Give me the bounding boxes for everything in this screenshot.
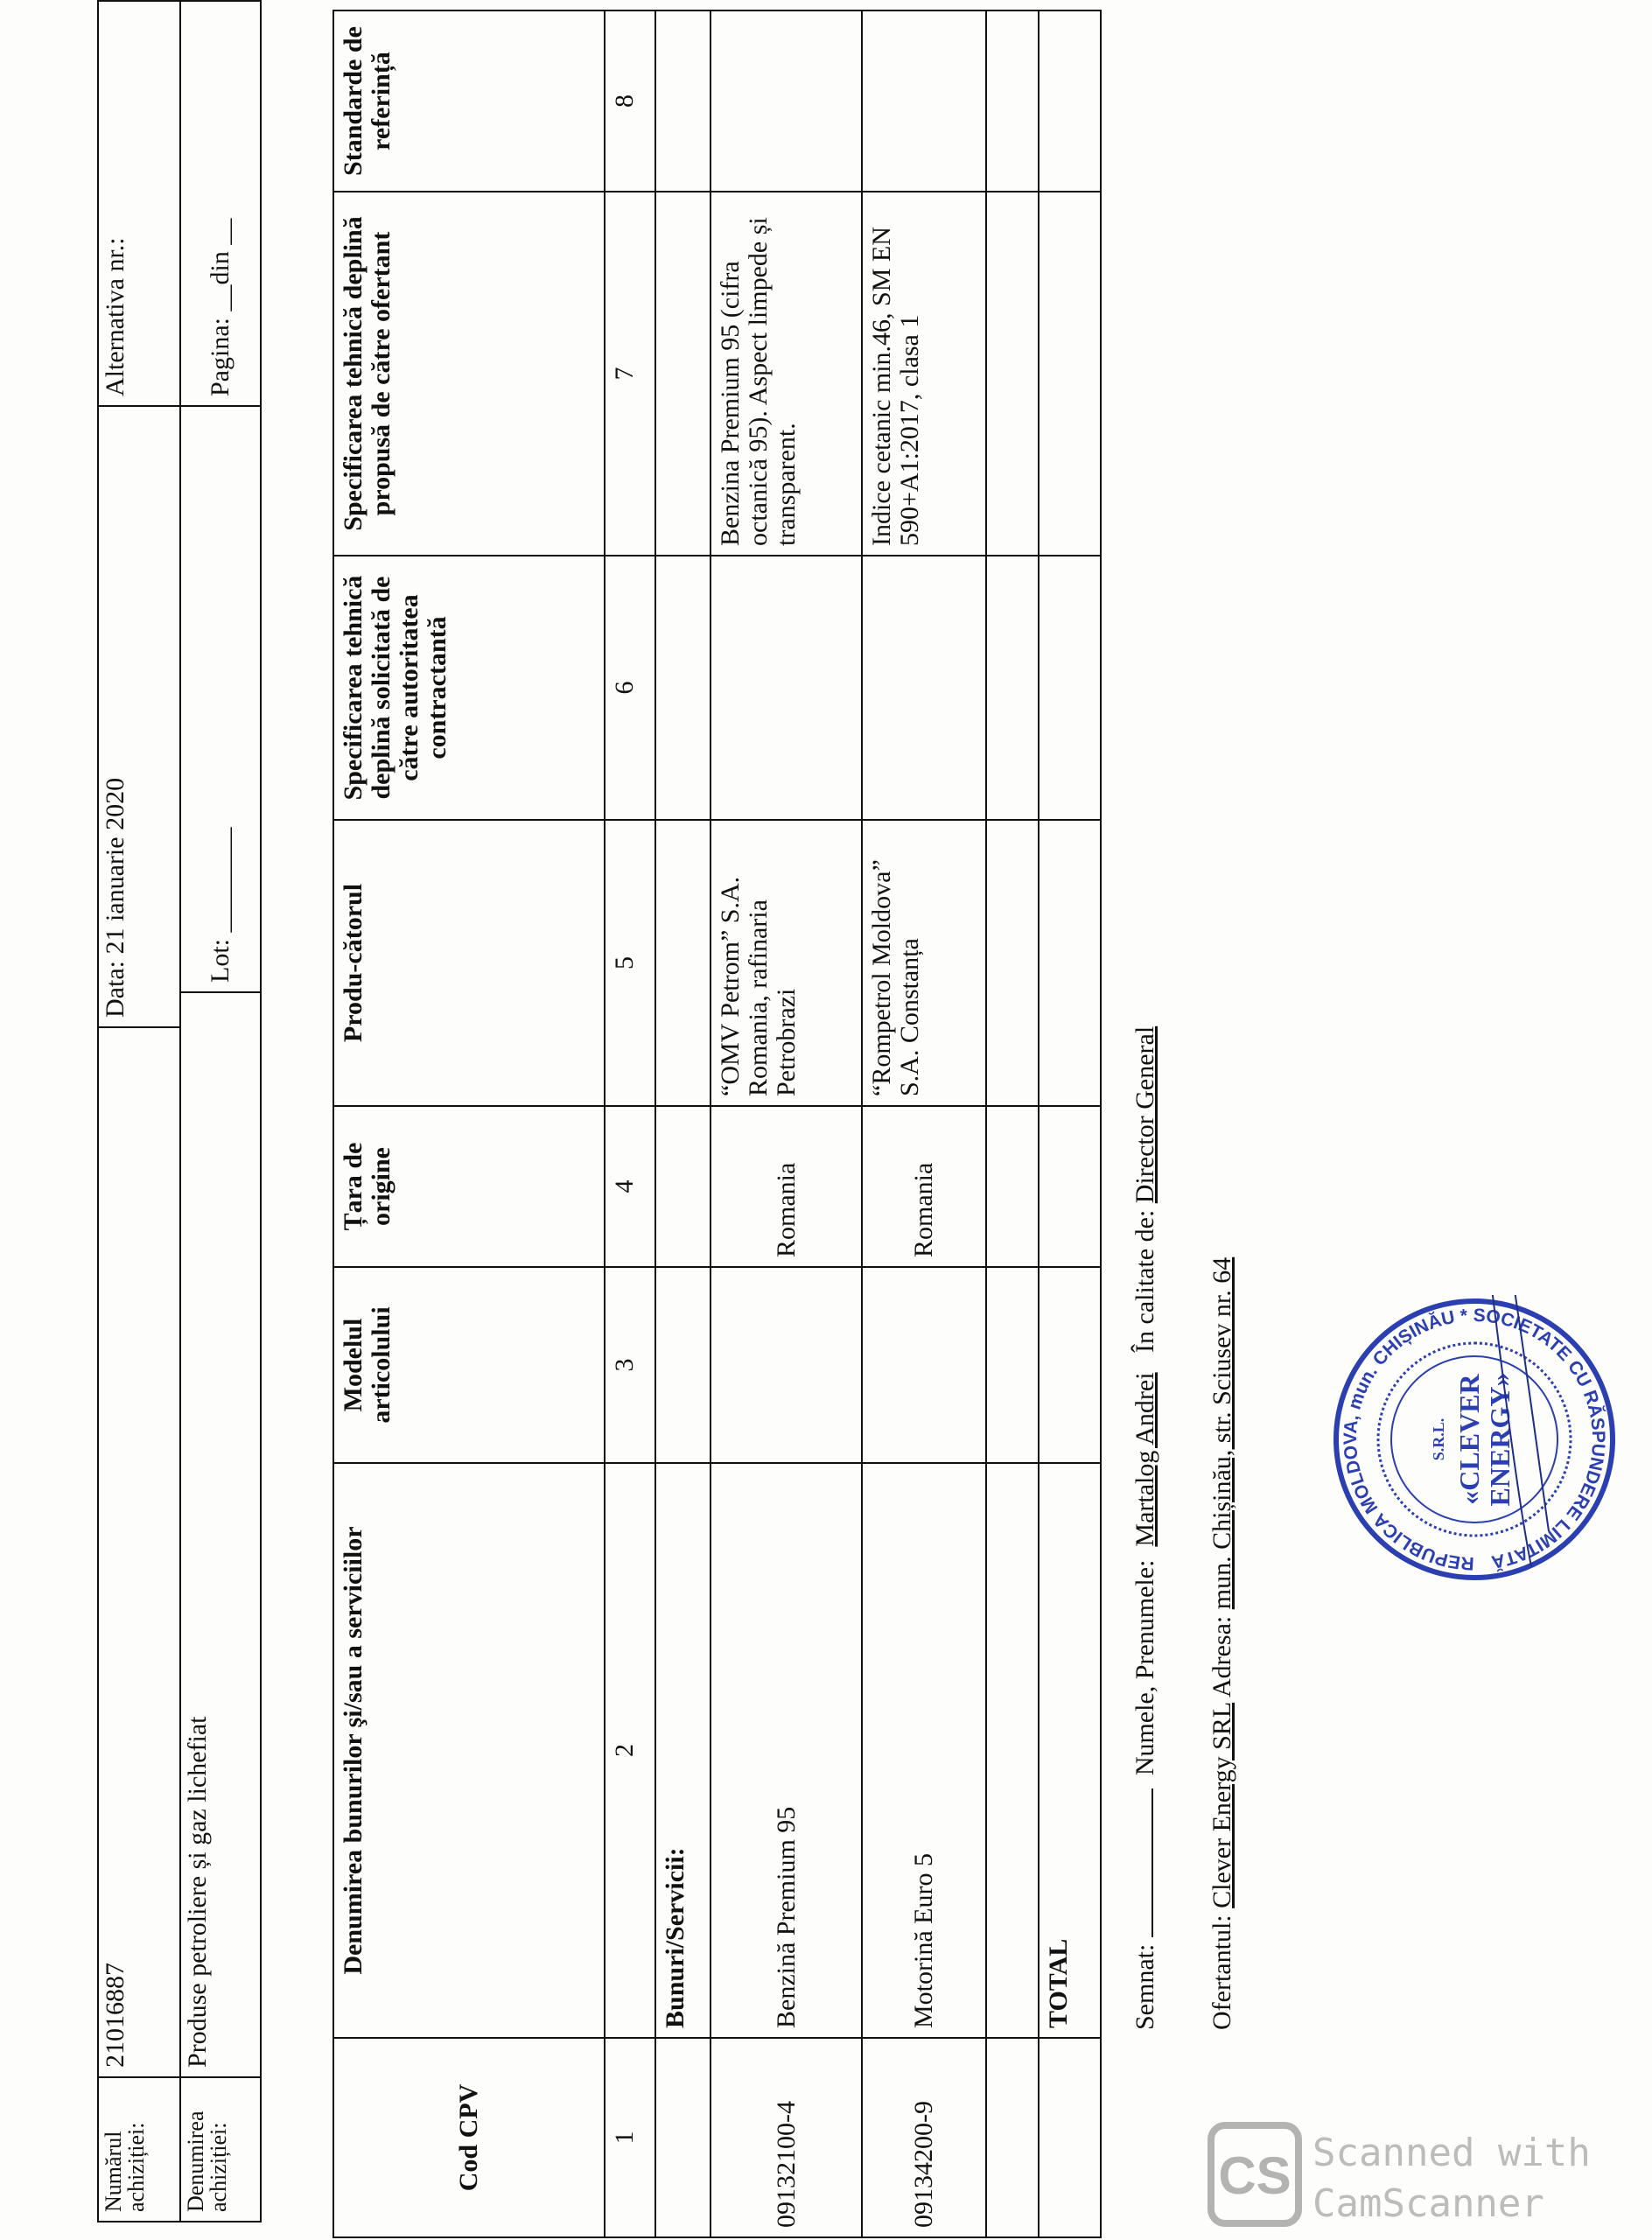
item-spec-offered: Indice cetanic min.46, SM EN 590+A1:2017, clasa 1 <box>862 192 986 556</box>
section-label: Bunuri/Servicii: <box>655 1463 710 2038</box>
svg-text:REPUBLICA MOLDOVA, mun. CHIȘIN: REPUBLICA MOLDOVA, mun. CHIȘINĂU * SOCIETATE CU RĂSPUNDERE LIMITATĂ <box>1340 1305 1609 1574</box>
svg-text:CamScanner: CamScanner <box>1312 2181 1544 2226</box>
item-spec-required <box>862 556 986 820</box>
table-row <box>862 10 986 2237</box>
empty-row <box>986 10 1039 2237</box>
bidder-address: mun. Chișinău, str. Sciusev nr. 64 <box>1208 1256 1236 1610</box>
item-producer: “Rompetrol Moldova” S.A. Constanța <box>862 820 986 1106</box>
item-standards <box>710 10 862 192</box>
svg-text:«CLEVER: «CLEVER <box>1453 1374 1485 1505</box>
item-model <box>862 1267 986 1463</box>
page-number: Pagina: __din __ <box>206 218 234 396</box>
col-header-name: Denumirea bunurilor şi/sau a serviciilor <box>333 1463 605 2038</box>
procurement-name: Produse petroliere și gaz lichefiat <box>181 991 260 2076</box>
name-label: Numele, Prenumele: <box>1130 1559 1159 1776</box>
header-row <box>333 10 605 2237</box>
item-model <box>710 1267 862 1463</box>
col-header-spec-offered: Specificarea tehnică deplină propusă de către ofertant <box>333 192 605 556</box>
signature-line <box>1129 1026 1160 2030</box>
col-header-model: Modelul articolului <box>333 1267 605 1463</box>
signature-blank <box>1129 1788 1153 1937</box>
item-spec-offered: Benzina Premium 95 (cifra octanică 95). Aspect limpede și transparent. <box>710 192 862 556</box>
svg-text:CS: CS <box>1218 2146 1292 2205</box>
table-row <box>710 10 862 2237</box>
role-label: În calitate de: <box>1130 1209 1159 1353</box>
item-name: Motorină Euro 5 <box>862 1463 986 2038</box>
item-name: Benzină Premium 95 <box>710 1463 862 2038</box>
procurement-number-label: Numărul achiziției: <box>99 2076 181 2221</box>
procurement-name-label: Denumirea achiziției: <box>181 2076 260 2221</box>
col-number: 4 <box>605 1106 655 1267</box>
col-header-standards: Standarde de referință <box>333 10 605 192</box>
col-header-spec-required: Specificarea tehnică deplină solicitată de către autoritatea contractantă <box>333 556 605 820</box>
goods-specification-table <box>332 10 1102 2238</box>
address-label: Adresa: <box>1208 1615 1236 1698</box>
cpv-code: 09132100-4 <box>710 2038 862 2237</box>
svg-text:ENERGY»: ENERGY» <box>1484 1372 1516 1507</box>
col-number: 2 <box>605 1463 655 2038</box>
bidder-name: Clever Energy SRL <box>1208 1702 1236 1908</box>
col-header-producer: Produ-cătorul <box>333 820 605 1106</box>
item-spec-required <box>710 556 862 820</box>
date: Data: 21 ianuarie 2020 <box>99 405 181 1026</box>
cpv-code: 09134200-9 <box>862 2038 986 2237</box>
item-country: Romania <box>710 1106 862 1267</box>
col-header-cpv: Cod CPV <box>333 2038 605 2237</box>
col-number: 3 <box>605 1267 655 1463</box>
bidder-label: Ofertantul: <box>1208 1914 1236 2030</box>
col-number: 1 <box>605 2038 655 2237</box>
camscanner-watermark <box>1208 2122 1628 2227</box>
total-label: TOTAL <box>1039 1463 1101 2038</box>
col-number: 5 <box>605 820 655 1106</box>
item-country: Romania <box>862 1106 986 1267</box>
alternative-number: Alternativa nr.: <box>99 2 181 405</box>
col-header-country: Țara de origine <box>333 1106 605 1267</box>
section-row <box>655 10 710 2237</box>
svg-text:S.R.L.: S.R.L. <box>1430 1418 1447 1461</box>
signer-role: Director General <box>1130 1026 1159 1204</box>
signer-name: Martalog Andrei <box>1130 1372 1159 1547</box>
column-number-row <box>605 10 655 2237</box>
item-producer: “OMV Petrom” S.A. Romania, rafinaria Petrobrazi <box>710 820 862 1106</box>
svg-text:Scanned with: Scanned with <box>1312 2131 1591 2175</box>
item-standards <box>862 10 986 192</box>
col-number: 7 <box>605 192 655 556</box>
procurement-header <box>97 0 262 2222</box>
lot: Lot: ________ <box>181 405 260 991</box>
procurement-number: 21016887 <box>99 1026 181 2076</box>
signed-label: Semnat: <box>1130 1943 1159 2030</box>
company-stamp <box>1330 1295 1619 1584</box>
col-number: 8 <box>605 10 655 192</box>
col-number: 6 <box>605 556 655 820</box>
total-row <box>1039 10 1101 2237</box>
bidder-line <box>1208 1257 1237 2030</box>
